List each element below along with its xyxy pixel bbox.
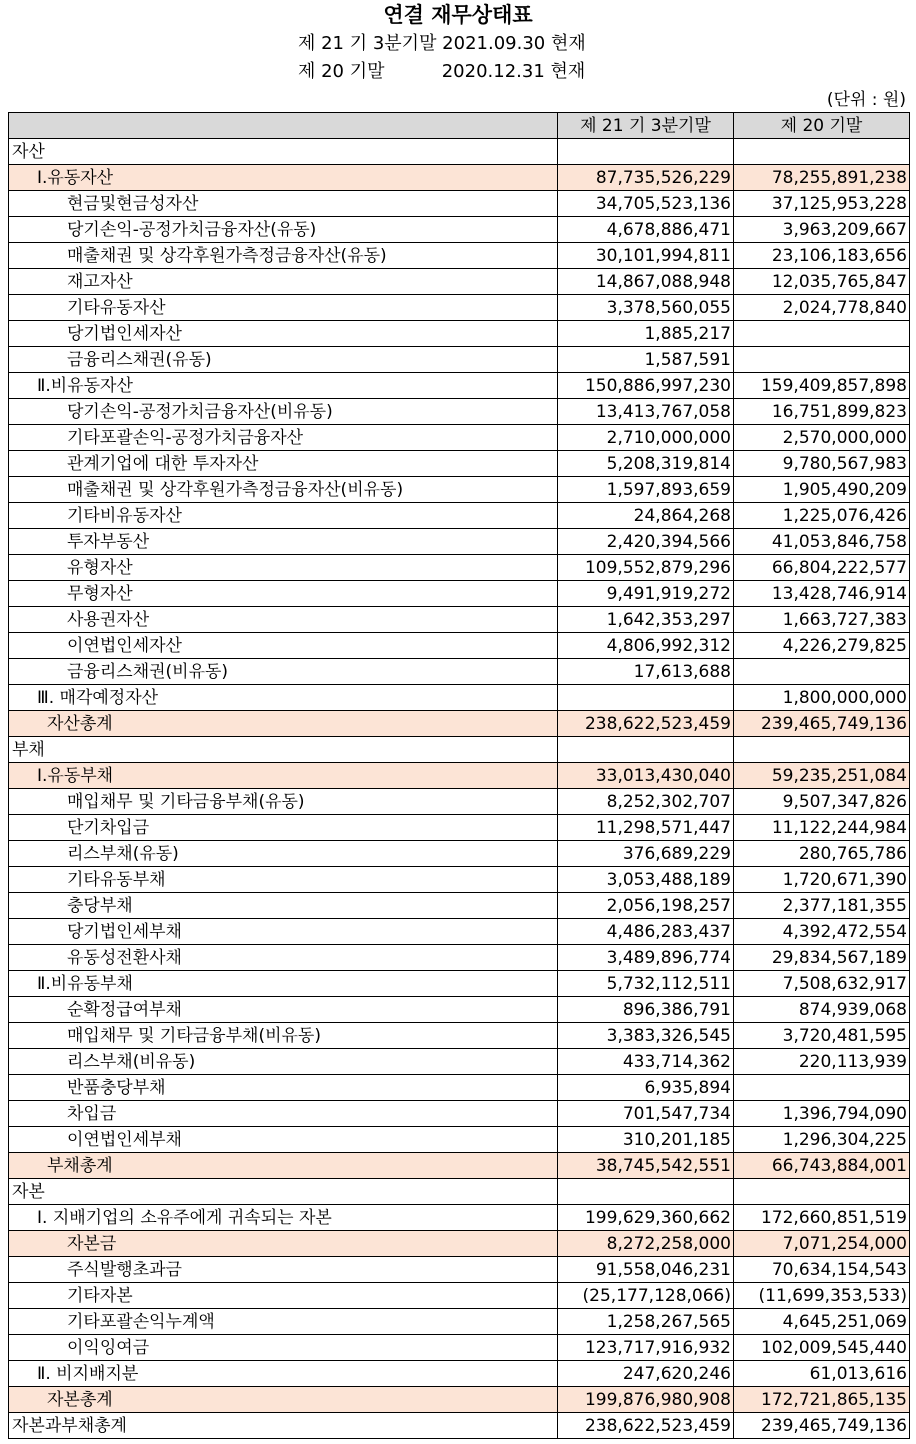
table-row — [9, 867, 910, 893]
prior-amount: 61,013,616 — [734, 1361, 910, 1387]
table-row — [9, 789, 910, 815]
prior-amount — [734, 737, 910, 763]
account-label: 리스부채(유동) — [9, 841, 558, 867]
current-amount: 1,258,267,565 — [558, 1309, 734, 1335]
account-label: 투자부동산 — [9, 529, 558, 555]
current-amount: 8,272,258,000 — [558, 1231, 734, 1257]
prior-amount: 1,396,794,090 — [734, 1101, 910, 1127]
current-amount: 701,547,734 — [558, 1101, 734, 1127]
prior-amount — [734, 321, 910, 347]
table-row — [9, 607, 910, 633]
table-row — [9, 633, 910, 659]
prior-amount: 1,720,671,390 — [734, 867, 910, 893]
current-amount — [558, 139, 734, 165]
current-amount: 2,056,198,257 — [558, 893, 734, 919]
prior-amount — [734, 1075, 910, 1101]
account-label: 부채총계 — [9, 1153, 558, 1179]
table-row — [9, 997, 910, 1023]
current-amount: 91,558,046,231 — [558, 1257, 734, 1283]
table-row — [9, 1205, 910, 1231]
table-row — [9, 1075, 910, 1101]
table-row — [9, 1361, 910, 1387]
prior-amount: 12,035,765,847 — [734, 269, 910, 295]
current-amount: 11,298,571,447 — [558, 815, 734, 841]
prior-amount: 4,645,251,069 — [734, 1309, 910, 1335]
statement-title: 연결 재무상태표 — [383, 3, 533, 27]
table-row — [9, 399, 910, 425]
table-row — [9, 191, 910, 217]
table-row — [9, 1309, 910, 1335]
table-row — [9, 1413, 910, 1439]
current-amount: 310,201,185 — [558, 1127, 734, 1153]
current-amount: 1,587,591 — [558, 347, 734, 373]
table-row — [9, 971, 910, 997]
prior-amount: 280,765,786 — [734, 841, 910, 867]
account-label: 유동성전환사채 — [9, 945, 558, 971]
current-amount: 123,717,916,932 — [558, 1335, 734, 1361]
current-amount: 109,552,879,296 — [558, 555, 734, 581]
current-amount: 5,208,319,814 — [558, 451, 734, 477]
current-amount — [558, 737, 734, 763]
table-body — [9, 139, 910, 1439]
prior-amount: 172,721,865,135 — [734, 1387, 910, 1413]
prior-amount: 37,125,953,228 — [734, 191, 910, 217]
table-row — [9, 555, 910, 581]
table-row — [9, 1101, 910, 1127]
balance-sheet-table — [8, 112, 910, 1439]
account-label: Ⅱ.비유동부채 — [9, 971, 558, 997]
account-label: Ⅱ.비유동자산 — [9, 373, 558, 399]
prior-amount: 2,377,181,355 — [734, 893, 910, 919]
prior-amount: 7,508,632,917 — [734, 971, 910, 997]
table-row — [9, 1387, 910, 1413]
prior-amount — [734, 1179, 910, 1205]
account-label: 자산 — [9, 139, 558, 165]
account-label: 자본금 — [9, 1231, 558, 1257]
current-amount: 4,486,283,437 — [558, 919, 734, 945]
account-label: 기타유동부채 — [9, 867, 558, 893]
prior-amount: 23,106,183,656 — [734, 243, 910, 269]
current-amount: 3,378,560,055 — [558, 295, 734, 321]
account-label: 당기법인세자산 — [9, 321, 558, 347]
account-label: 기타비유동자산 — [9, 503, 558, 529]
current-amount: 376,689,229 — [558, 841, 734, 867]
current-amount: 33,013,430,040 — [558, 763, 734, 789]
current-amount: 34,705,523,136 — [558, 191, 734, 217]
prior-amount: 3,963,209,667 — [734, 217, 910, 243]
current-amount: 17,613,688 — [558, 659, 734, 685]
current-amount: 150,886,997,230 — [558, 373, 734, 399]
account-label: Ⅲ. 매각예정자산 — [9, 685, 558, 711]
account-label: 자본 — [9, 1179, 558, 1205]
current-amount: 8,252,302,707 — [558, 789, 734, 815]
account-label: 이익잉여금 — [9, 1335, 558, 1361]
header-row — [9, 113, 910, 139]
current-amount: 3,489,896,774 — [558, 945, 734, 971]
account-label: Ⅰ.유동부채 — [9, 763, 558, 789]
table-row — [9, 321, 910, 347]
prior-amount: 78,255,891,238 — [734, 165, 910, 191]
prior-amount: 2,024,778,840 — [734, 295, 910, 321]
prior-amount: 1,800,000,000 — [734, 685, 910, 711]
current-amount: 1,597,893,659 — [558, 477, 734, 503]
prior-amount: 1,905,490,209 — [734, 477, 910, 503]
current-amount: 4,678,886,471 — [558, 217, 734, 243]
current-amount: 1,642,353,297 — [558, 607, 734, 633]
account-label: 이연법인세부채 — [9, 1127, 558, 1153]
table-row — [9, 451, 910, 477]
column-header-prior: 제 20 기말 — [734, 113, 910, 139]
account-label: 사용권자산 — [9, 607, 558, 633]
table-row — [9, 269, 910, 295]
prior-amount: 66,804,222,577 — [734, 555, 910, 581]
table-row — [9, 1049, 910, 1075]
account-label: 자본총계 — [9, 1387, 558, 1413]
account-label: 반품충당부채 — [9, 1075, 558, 1101]
current-amount: 896,386,791 — [558, 997, 734, 1023]
account-label: 당기법인세부채 — [9, 919, 558, 945]
table-row — [9, 841, 910, 867]
current-amount: 5,732,112,511 — [558, 971, 734, 997]
account-label: 매입채무 및 기타금융부채(비유동) — [9, 1023, 558, 1049]
account-label: 금융리스채권(유동) — [9, 347, 558, 373]
table-row — [9, 1153, 910, 1179]
table-row — [9, 1257, 910, 1283]
period-prior: 제 20 기말 2020.12.31 현재 — [298, 61, 586, 82]
prior-amount: 1,663,727,383 — [734, 607, 910, 633]
table-row — [9, 919, 910, 945]
table-row — [9, 1023, 910, 1049]
current-amount: 1,885,217 — [558, 321, 734, 347]
prior-amount: 29,834,567,189 — [734, 945, 910, 971]
prior-amount: 41,053,846,758 — [734, 529, 910, 555]
table-row — [9, 139, 910, 165]
prior-amount: 159,409,857,898 — [734, 373, 910, 399]
account-label: 관계기업에 대한 투자자산 — [9, 451, 558, 477]
prior-amount: 16,751,899,823 — [734, 399, 910, 425]
prior-amount: 70,634,154,543 — [734, 1257, 910, 1283]
current-amount: 238,622,523,459 — [558, 1413, 734, 1439]
table-row — [9, 295, 910, 321]
prior-amount: 9,507,347,826 — [734, 789, 910, 815]
account-label: 충당부채 — [9, 893, 558, 919]
table-row — [9, 373, 910, 399]
table-row — [9, 347, 910, 373]
period-current: 제 21 기 3분기말 2021.09.30 현재 — [298, 33, 586, 54]
prior-amount: 1,296,304,225 — [734, 1127, 910, 1153]
column-header-account — [9, 113, 558, 139]
account-label: 이연법인세자산 — [9, 633, 558, 659]
current-amount: 4,806,992,312 — [558, 633, 734, 659]
table-row — [9, 477, 910, 503]
prior-amount: 13,428,746,914 — [734, 581, 910, 607]
account-label: 당기손익-공정가치금융자산(유동) — [9, 217, 558, 243]
account-label: 무형자산 — [9, 581, 558, 607]
table-row — [9, 529, 910, 555]
table-row — [9, 1231, 910, 1257]
prior-amount: 172,660,851,519 — [734, 1205, 910, 1231]
table-row — [9, 1335, 910, 1361]
column-header-current: 제 21 기 3분기말 — [558, 113, 734, 139]
account-label: 단기차입금 — [9, 815, 558, 841]
account-label: 매입채무 및 기타금융부채(유동) — [9, 789, 558, 815]
current-amount: 6,935,894 — [558, 1075, 734, 1101]
account-label: 자산총계 — [9, 711, 558, 737]
prior-amount — [734, 139, 910, 165]
current-amount: 199,876,980,908 — [558, 1387, 734, 1413]
prior-amount — [734, 659, 910, 685]
prior-amount — [734, 347, 910, 373]
prior-amount: 59,235,251,084 — [734, 763, 910, 789]
prior-amount: 2,570,000,000 — [734, 425, 910, 451]
account-label: Ⅱ. 비지배지분 — [9, 1361, 558, 1387]
prior-amount: 9,780,567,983 — [734, 451, 910, 477]
account-label: 당기손익-공정가치금융자산(비유동) — [9, 399, 558, 425]
prior-amount: 1,225,076,426 — [734, 503, 910, 529]
current-amount: 87,735,526,229 — [558, 165, 734, 191]
current-amount: 433,714,362 — [558, 1049, 734, 1075]
account-label: 재고자산 — [9, 269, 558, 295]
current-amount: 247,620,246 — [558, 1361, 734, 1387]
current-amount: 3,383,326,545 — [558, 1023, 734, 1049]
current-amount: 13,413,767,058 — [558, 399, 734, 425]
current-amount: 9,491,919,272 — [558, 581, 734, 607]
account-label: 금융리스채권(비유동) — [9, 659, 558, 685]
current-amount: 30,101,994,811 — [558, 243, 734, 269]
unit-label: (단위 : 원) — [826, 90, 906, 110]
account-label: 매출채권 및 상각후원가측정금융자산(비유동) — [9, 477, 558, 503]
prior-amount: (11,699,353,533) — [734, 1283, 910, 1309]
table-row — [9, 1283, 910, 1309]
account-label: 부채 — [9, 737, 558, 763]
table-row — [9, 1127, 910, 1153]
prior-amount: 7,071,254,000 — [734, 1231, 910, 1257]
current-amount: 3,053,488,189 — [558, 867, 734, 893]
account-label: 주식발행초과금 — [9, 1257, 558, 1283]
account-label: 기타포괄손익누계액 — [9, 1309, 558, 1335]
table-row — [9, 893, 910, 919]
account-label: 기타자본 — [9, 1283, 558, 1309]
table-row — [9, 425, 910, 451]
current-amount: 2,710,000,000 — [558, 425, 734, 451]
table-row — [9, 737, 910, 763]
prior-amount: 874,939,068 — [734, 997, 910, 1023]
account-label: Ⅰ. 지배기업의 소유주에게 귀속되는 자본 — [9, 1205, 558, 1231]
prior-amount: 66,743,884,001 — [734, 1153, 910, 1179]
account-label: 유형자산 — [9, 555, 558, 581]
table-row — [9, 581, 910, 607]
account-label: Ⅰ.유동자산 — [9, 165, 558, 191]
account-label: 리스부채(비유동) — [9, 1049, 558, 1075]
prior-amount: 3,720,481,595 — [734, 1023, 910, 1049]
current-amount: 199,629,360,662 — [558, 1205, 734, 1231]
current-amount: 24,864,268 — [558, 503, 734, 529]
prior-amount: 4,392,472,554 — [734, 919, 910, 945]
current-amount: 2,420,394,566 — [558, 529, 734, 555]
table-row — [9, 945, 910, 971]
table-row — [9, 685, 910, 711]
table-row — [9, 763, 910, 789]
table-row — [9, 503, 910, 529]
account-label: 순확정급여부채 — [9, 997, 558, 1023]
table-row — [9, 815, 910, 841]
current-amount: 14,867,088,948 — [558, 269, 734, 295]
prior-amount: 102,009,545,440 — [734, 1335, 910, 1361]
prior-amount: 11,122,244,984 — [734, 815, 910, 841]
table-row — [9, 243, 910, 269]
current-amount: 38,745,542,551 — [558, 1153, 734, 1179]
prior-amount: 239,465,749,136 — [734, 711, 910, 737]
prior-amount: 239,465,749,136 — [734, 1413, 910, 1439]
account-label: 기타포괄손익-공정가치금융자산 — [9, 425, 558, 451]
table-row — [9, 217, 910, 243]
prior-amount: 220,113,939 — [734, 1049, 910, 1075]
table-row — [9, 1179, 910, 1205]
prior-amount: 4,226,279,825 — [734, 633, 910, 659]
account-label: 기타유동자산 — [9, 295, 558, 321]
account-label: 차입금 — [9, 1101, 558, 1127]
account-label: 자본과부채총계 — [9, 1413, 558, 1439]
table-row — [9, 659, 910, 685]
current-amount: 238,622,523,459 — [558, 711, 734, 737]
table-row — [9, 711, 910, 737]
account-label: 매출채권 및 상각후원가측정금융자산(유동) — [9, 243, 558, 269]
current-amount — [558, 1179, 734, 1205]
current-amount: (25,177,128,066) — [558, 1283, 734, 1309]
current-amount — [558, 685, 734, 711]
table-row — [9, 165, 910, 191]
account-label: 현금및현금성자산 — [9, 191, 558, 217]
